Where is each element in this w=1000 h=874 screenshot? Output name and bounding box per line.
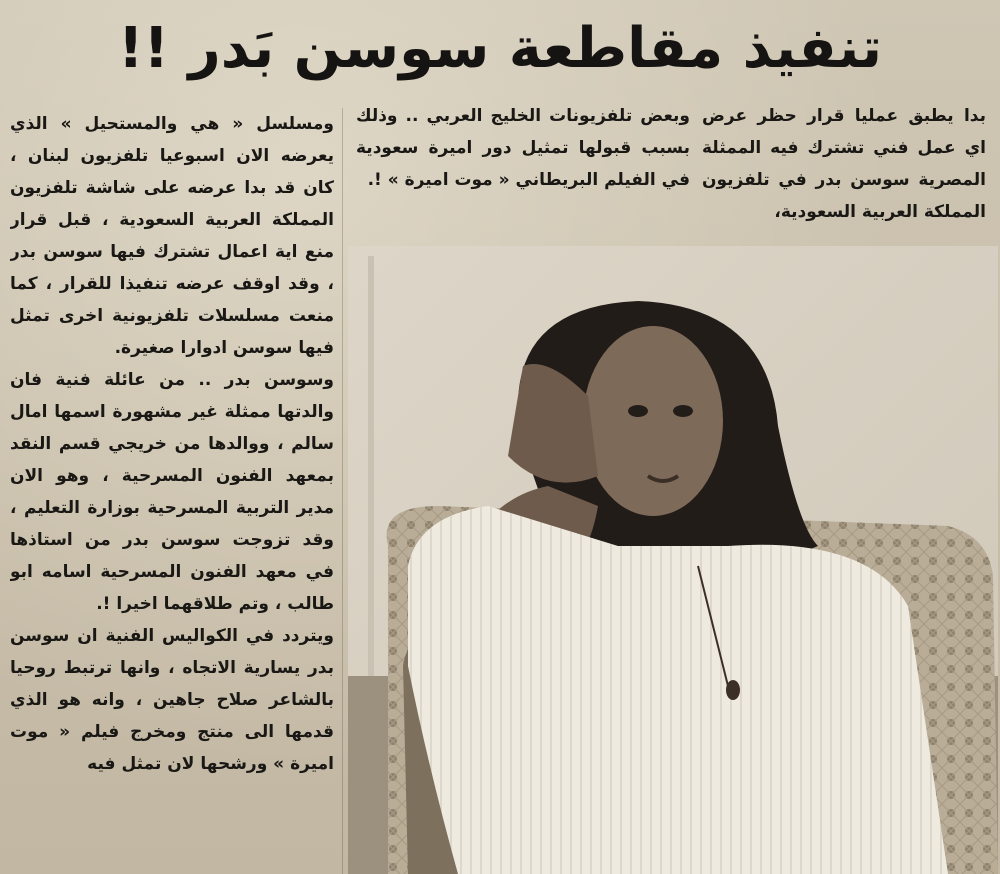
paragraph-series: ومسلسل « هي والمستحيل » الذي يعرضه الان اسبوعيا تلفزيون لبنان ، كان قد بدا عرضه على شاشة تلفزيون المملكة العربية السعودية ، قبل قرار منع اية اعمال تشترك فيها سوسن بدر ، وقد اوقف عرضه تنفيذا للقرار ، كما منعت مسلسلات تلفزيونية اخرى تمثل فيها سوسن ادوارا صغيرة. — [10, 114, 334, 358]
article-headline: تنفيذ مقاطعة سوسن بَدر !! — [117, 16, 883, 81]
article-column-middle — [356, 100, 690, 240]
article-photo — [348, 246, 998, 874]
paragraph-rumors: ويتردد في الكواليس الفنية ان سوسن بدر يسارية الاتجاه ، وانها ترتبط روحيا بالشاعر صلاح جاهين ، وانه هو الذي قدمها الى منتج ومخرج فيلم « موت اميرة » ورشحها لان تمثل فيه — [10, 626, 334, 774]
paragraph-intro-continued: وبعض تلفزيونات الخليج العربي .. وذلك بسبب قبولها تمثيل دور اميرة سعودية في الفيلم البريطاني « موت اميرة » !. — [356, 106, 690, 190]
paragraph-intro: بدا يطبق عمليا قرار حظر عرض اي عمل فني تشترك فيه الممثلة المصرية سوسن بدر في تلفزيون المملكة العربية السعودية، — [702, 106, 986, 222]
article-column-right — [702, 100, 986, 240]
article-column-left — [10, 108, 334, 874]
paragraph-family: وسوسن بدر .. من عائلة فنية فان والدتها ممثلة غير مشهورة اسمها امال سالم ، ووالدها من خريجي قسم النقد بمعهد الفنون المسرحية ، وهو الان مدير التربية المسرحية بوزارة التعليم ، وقد تزوجت سوسن بدر من استاذها في معهد الفنون المسرحية اسامه ابو طالب ، وتم طلاقهما اخيرا !. — [10, 370, 334, 614]
portrait-photo — [348, 246, 998, 874]
column-divider — [342, 108, 343, 874]
